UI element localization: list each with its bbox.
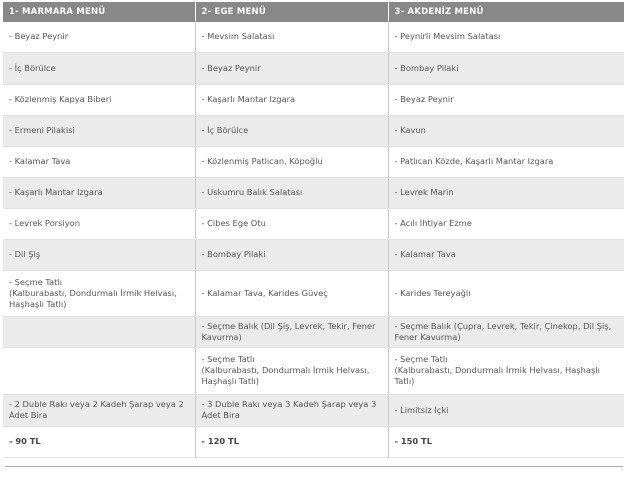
table-row [3, 208, 624, 239]
ege-item: - Seçme Balık (Dil Şiş, Levrek, Tekir, Fener Kavurma) [195, 316, 388, 347]
marmara-item: - Levrek Porsiyon [3, 208, 195, 239]
marmara-item: - Ermeni Pilakisi [3, 115, 195, 146]
table-row [3, 177, 624, 208]
akdeniz-item: - Seçme Balık (Çupra, Levrek, Tekir, Çinekop, Dil Şiş, Fener Kavurma) [388, 316, 624, 347]
header-ege-menu: 2- EGE MENÜ [195, 2, 388, 22]
bottom-divider [5, 466, 623, 467]
marmara-item: - İç Börülce [3, 52, 195, 84]
table-row [3, 347, 624, 394]
akdeniz-item: - Patlıcan Közde, Kaşarlı Mantar Izgara [388, 146, 624, 177]
ege-item: - 3 Duble Rakı veya 3 Kadeh Şarap veya 3 Adet Bira [195, 394, 388, 426]
ege-item: - Cibes Ege Otu [195, 208, 388, 239]
table-row [3, 239, 624, 270]
akdeniz-item: - Limitsiz İçki [388, 394, 624, 426]
table-row [3, 270, 624, 316]
ege-item: - İç Börülce [195, 115, 388, 146]
akdeniz-item: - Acılı İhtiyar Ezme [388, 208, 624, 239]
marmara-item: - Kaşarlı Mantar Izgara [3, 177, 195, 208]
marmara-item: - Beyaz Peynir [3, 22, 195, 52]
table-row [3, 316, 624, 347]
marmara-item: - 90 TL [3, 426, 195, 457]
akdeniz-item: - Bombay Pilaki [388, 52, 624, 84]
marmara-item: - Közlenmiş Kapya Biberi [3, 84, 195, 115]
ege-item: - Bombay Pilaki [195, 239, 388, 270]
table-row [3, 394, 624, 426]
akdeniz-item: - Kavun [388, 115, 624, 146]
ege-item: - Seçme Tatlı (Kalburabastı, Dondurmalı İrmik Helvası, Haşhaşlı Tatlı) [195, 347, 388, 394]
header-marmara-menu: 1- MARMARA MENÜ [3, 2, 195, 22]
marmara-item: - Dil Şiş [3, 239, 195, 270]
ege-item: - Uskumru Balık Salatası [195, 177, 388, 208]
table-row [3, 115, 624, 146]
akdeniz-item: - Kalamar Tava [388, 239, 624, 270]
table-row [3, 146, 624, 177]
marmara-item [3, 347, 195, 394]
akdeniz-item: - Levrek Marin [388, 177, 624, 208]
akdeniz-item: - 150 TL [388, 426, 624, 457]
akdeniz-item: - Karides Tereyağlı [388, 270, 624, 316]
akdeniz-item: - Peynirli Mevsim Salatası [388, 22, 624, 52]
price-row [3, 426, 624, 457]
menu-body [3, 22, 624, 457]
table-row [3, 52, 624, 84]
header-akdeniz-menu: 3- AKDENİZ MENÜ [388, 2, 624, 22]
table-row [3, 22, 624, 52]
ege-item: - 120 TL [195, 426, 388, 457]
marmara-item: - Seçme Tatlı (Kalburabastı, Dondurmalı İrmik Helvası, Haşhaşlı Tatlı) [3, 270, 195, 316]
ege-item: - Kalamar Tava, Karides Güveç [195, 270, 388, 316]
ege-item: - Kaşarlı Mantar Izgara [195, 84, 388, 115]
akdeniz-item: - Beyaz Peynir [388, 84, 624, 115]
ege-item: - Közlenmiş Patlıcan, Köpoğlu [195, 146, 388, 177]
ege-item: - Mevsim Salatası [195, 22, 388, 52]
menu-comparison-table [3, 2, 624, 458]
header-row [3, 2, 624, 22]
ege-item: - Beyaz Peynir [195, 52, 388, 84]
marmara-item: - Kalamar Tava [3, 146, 195, 177]
marmara-item [3, 316, 195, 347]
table-row [3, 84, 624, 115]
akdeniz-item: - Seçme Tatlı (Kalburabastı, Dondurmalı İrmik Helvası, Haşhaşlı Tatlı) [388, 347, 624, 394]
marmara-item: - 2 Duble Rakı veya 2 Kadeh Şarap veya 2 Adet Bira [3, 394, 195, 426]
